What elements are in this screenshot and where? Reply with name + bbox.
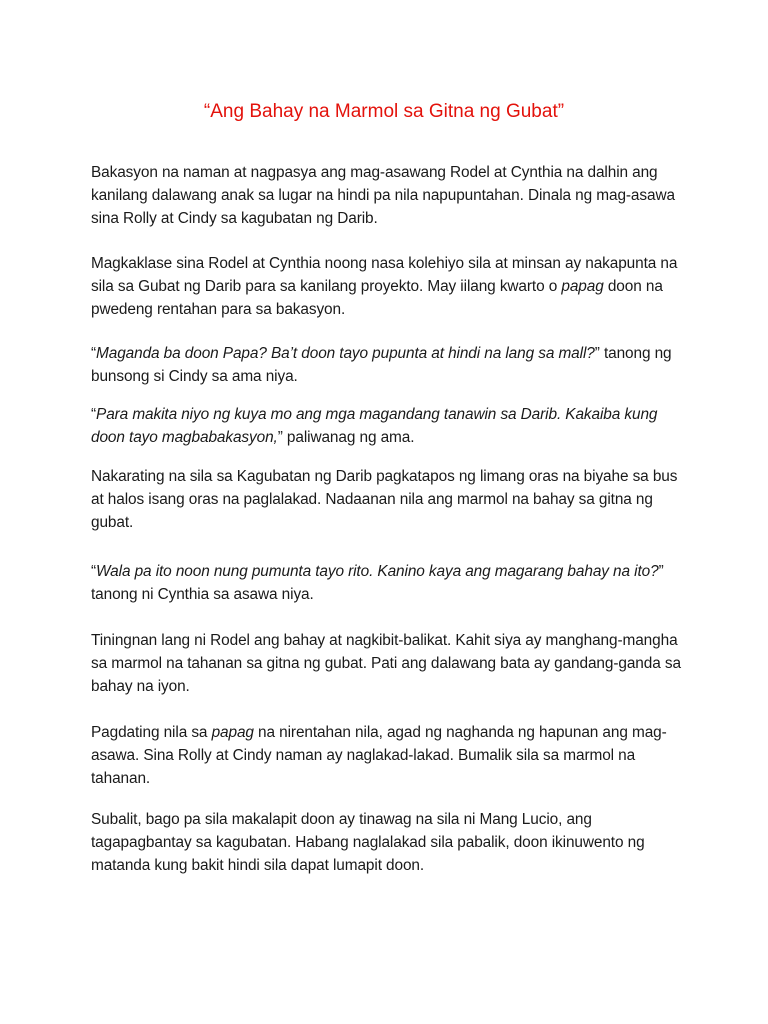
paragraph-2-text-end: doon na pwedeng rentahan para sa bakasyon. xyxy=(91,278,663,318)
paragraph-3-attribution: ” tanong ng bunsong si Cindy sa ama niya. xyxy=(91,345,672,385)
paragraph-1: Bakasyon na naman at nagpasya ang mag-asawang Rodel at Cynthia na dalhin ang kanilang dalawang anak sa lugar na hindi pa nila napupuntahan. Dinala ng mag-asawa sina Rolly at Cindy sa kagubatan ng Darib. xyxy=(91,164,675,227)
paragraph-3-italic-quote: Maganda ba doon Papa? Ba’t doon tayo pupunta at hindi na lang sa mall? xyxy=(96,345,595,362)
paragraph-6-attribution: ” tanong ni Cynthia sa asawa niya. xyxy=(91,563,664,603)
paragraph-3-dialogue xyxy=(91,342,691,388)
paragraph-8 xyxy=(91,721,691,790)
paragraph-9: Subalit, bago pa sila makalapit doon ay tinawag na sila ni Mang Lucio, ang tagapagbantay sa kagubatan. Habang naglalakad sila pabalik, doon ikinuwento ng matanda kung bakit hindi sila dapat lumapit doon. xyxy=(91,811,645,874)
paragraph-2 xyxy=(91,252,691,321)
paragraph-4-open-quote: “ xyxy=(91,406,97,423)
paragraph-2-italic-word: papag xyxy=(561,278,604,295)
paragraph-7: Tiningnan lang ni Rodel ang bahay at nagkibit-balikat. Kahit siya ay manghang-mangha sa marmol na tahanan sa gitna ng gubat. Pati ang dalawang bata ay gandang-ganda sa bahay na iyon. xyxy=(91,632,681,695)
paragraph-6-dialogue xyxy=(91,560,691,606)
paragraph-4-italic-quote: Para makita niyo ng kuya mo ang mga magandang tanawin sa Darib. Kakaiba kung doon tayo magbabakasyon, xyxy=(91,406,658,446)
paragraph-2-text-start: Magkaklase sina Rodel at Cynthia noong nasa kolehiyo sila at minsan ay nakapunta na sila sa Gubat ng Darib para sa kanilang proyekto. May iilang kwarto o xyxy=(91,255,678,295)
paragraph-8-italic-word: papag xyxy=(211,724,254,741)
paragraph-5: Nakarating na sila sa Kagubatan ng Darib pagkatapos ng limang oras na biyahe sa bus at halos isang oras na paglalakad. Nadaanan nila ang marmol na bahay sa gitna ng gubat. xyxy=(91,468,678,531)
paragraph-4-dialogue xyxy=(91,403,691,449)
paragraph-6-italic-quote: Wala pa ito noon nung pumunta tayo rito. Kanino kaya ang magarang bahay na ito? xyxy=(96,563,659,580)
paragraph-4-attribution: ” paliwanag ng ama. xyxy=(277,429,415,446)
paragraph-6-open-quote: “ xyxy=(91,563,97,580)
paragraph-8-text-start: Pagdating nila sa xyxy=(91,724,212,741)
paragraph-8-text-end: na nirentahan nila, agad ng naghanda ng hapunan ang mag-asawa. Sina Rolly at Cindy naman ay naglakad-lakad. Bumalik sila sa marmol na tahanan. xyxy=(91,724,667,787)
story-title: “Ang Bahay na Marmol sa Gitna ng Gubat” xyxy=(203,101,565,122)
paragraph-3-open-quote: “ xyxy=(91,345,97,362)
